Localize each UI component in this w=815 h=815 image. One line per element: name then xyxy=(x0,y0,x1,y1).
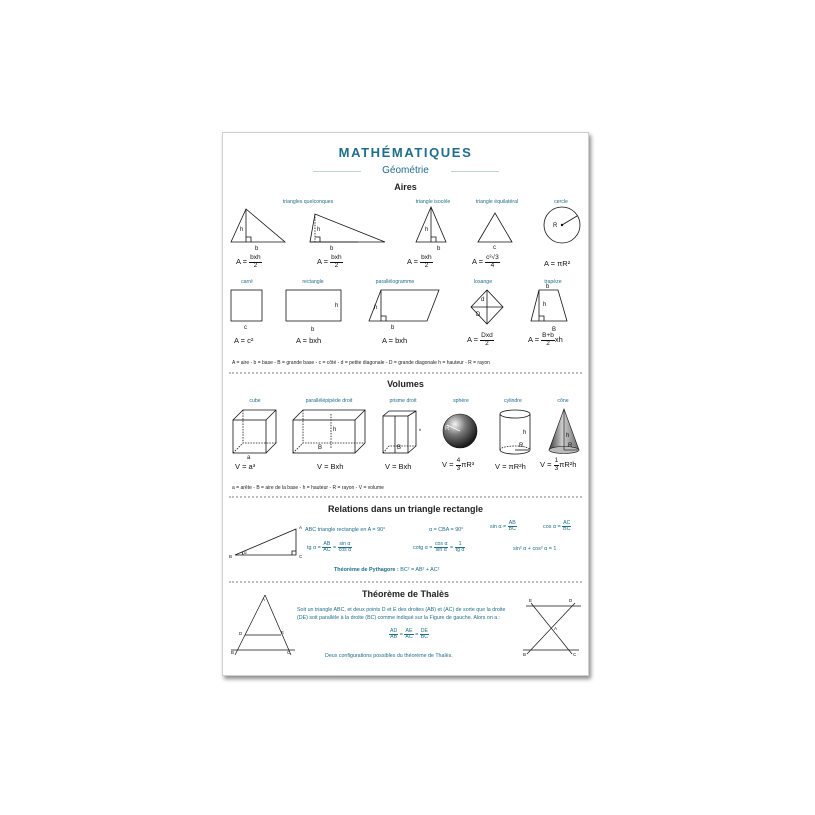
label-parallelepipede: parallélépipède droit xyxy=(305,398,353,404)
svg-text:A: A xyxy=(299,525,303,530)
svg-text:h: h xyxy=(335,303,339,309)
label-rectangle: rectangle xyxy=(302,279,324,285)
relations-cos: cos α = $\frac{AC}{BC}$ xyxy=(543,520,571,533)
label-cone: cône xyxy=(557,398,569,404)
pythagore-line: Théorème de Pythagore : BC² = AB² + AC² xyxy=(334,567,440,573)
formula-rectangle: A = bxh xyxy=(296,336,322,345)
formula-carre: A = c² xyxy=(234,336,254,345)
svg-text:b: b xyxy=(391,325,395,331)
math-poster xyxy=(222,132,589,676)
thales-text: Soit un triangle ABC, et deux points D et E des droites (AB) et (AC) de sorte que la droite (DE) soit parallèle à la droite (BC) comme indiqué sur la Figure de gauche. Alors on a : xyxy=(297,607,506,621)
svg-text:C: C xyxy=(573,652,577,657)
relations-identity: sin² α + cos² α = 1 xyxy=(513,546,557,552)
label-parallelogramme: parallélogramme xyxy=(375,279,415,285)
formula-triangle-equilateral: A = $\frac{\text{c²√3}}{4}$ xyxy=(472,254,499,269)
formula-cercle: A = πR² xyxy=(544,259,571,268)
svg-text:c: c xyxy=(244,325,247,331)
formula-triangle-1: A = $\frac{\text{bxh}}{2}$ xyxy=(236,254,261,269)
formula-losange: A = $\frac{\text{Dxd}}{2}$ xyxy=(467,332,493,347)
svg-text:B: B xyxy=(229,554,233,559)
formula-parallelogramme: A = bxh xyxy=(382,336,408,345)
svg-text:d: d xyxy=(481,297,485,303)
svg-text:B: B xyxy=(523,652,527,657)
svg-text:R: R xyxy=(519,443,524,449)
svg-text:B: B xyxy=(318,445,323,451)
formula-prisme: V = Bxh xyxy=(385,462,412,471)
label-triangles-quelconques: triangles quelconques xyxy=(282,199,334,205)
label-trapeze: trapèze xyxy=(544,279,562,285)
thales-ratios: $\frac{AD}{AB}$ = $\frac{AE}{AC}$ = $\frac{DE}{BC}$ xyxy=(390,628,428,641)
label-carre: carré xyxy=(241,279,253,285)
volumes-legend: a = arête - B = aire de la base - h = hauteur - R = rayon - V = volume xyxy=(232,485,384,491)
page-subtitle: Géométrie xyxy=(382,165,429,176)
relations-cotg: cotg α = $\frac{\text{cos α}}{\text{sin α}}$ = $\frac{1}{\text{tg α}}$ xyxy=(413,541,465,554)
formula-sphere: V = $\frac{4}{3}$ πR³ xyxy=(442,457,475,472)
formula-cylindre: V = πR²h xyxy=(495,462,526,471)
svg-text:R: R xyxy=(553,223,558,229)
svg-text:E: E xyxy=(281,630,285,635)
formula-triangle-isocele: A = $\frac{\text{bxh}}{2}$ xyxy=(407,254,432,269)
svg-text:α: α xyxy=(244,550,247,555)
svg-text:h: h xyxy=(419,427,422,432)
thales-caption: Deux configurations possibles du théorème de Thalès. xyxy=(325,653,453,659)
svg-text:h: h xyxy=(543,302,547,308)
svg-text:A: A xyxy=(554,626,558,631)
label-triangle-isocele: triangle isocèle xyxy=(415,199,451,205)
svg-text:A: A xyxy=(262,597,266,602)
svg-text:b: b xyxy=(437,246,441,252)
section-thales-heading: Théorème de Thalès xyxy=(361,589,450,599)
svg-text:a: a xyxy=(247,455,251,461)
svg-text:b: b xyxy=(311,327,315,333)
aires-legend: A = aire - b = base - B = grande base - c = côté - d = petite diagonale - D = grande diagonale h = hauteur - R = rayon xyxy=(232,360,490,366)
section-relations-heading: Relations dans un triangle rectangle xyxy=(327,504,484,514)
thales-figure-right xyxy=(223,133,590,677)
svg-text:E: E xyxy=(529,598,533,603)
svg-text:c: c xyxy=(493,245,496,251)
label-cylindre: cylindre xyxy=(504,398,522,404)
label-cercle: cercle xyxy=(554,199,568,205)
svg-text:b: b xyxy=(546,284,550,290)
svg-text:h: h xyxy=(374,305,378,311)
svg-text:h: h xyxy=(425,227,429,233)
section-aires-heading: Aires xyxy=(394,182,417,192)
svg-text:h: h xyxy=(523,430,527,436)
svg-text:B: B xyxy=(231,650,235,655)
formula-parallelepipede: V = Bxh xyxy=(317,462,344,471)
svg-text:b: b xyxy=(255,246,259,252)
svg-text:h: h xyxy=(566,433,570,439)
formula-trapeze: A = $\frac{B+b}{2}$ xh xyxy=(528,332,563,347)
svg-text:B: B xyxy=(552,327,557,333)
svg-text:D: D xyxy=(239,631,243,636)
relations-alpha-cba: α = CBA = 90° xyxy=(429,527,464,533)
svg-text:B: B xyxy=(397,445,402,451)
label-losange: losange xyxy=(473,279,493,285)
relations-tg: tg α = $\frac{AB}{AC}$ = $\frac{\text{sin α}}{\text{cos α}}$ xyxy=(307,541,352,554)
svg-text:R: R xyxy=(445,426,450,432)
page-title: MATHÉMATIQUES xyxy=(338,145,473,160)
svg-text:D: D xyxy=(569,598,573,603)
svg-text:h: h xyxy=(333,427,337,433)
relations-sin: sin α = $\frac{AB}{BC}$ xyxy=(490,520,516,533)
section-volumes-heading: Volumes xyxy=(387,379,424,389)
svg-text:b: b xyxy=(330,246,334,252)
formula-cube: V = a³ xyxy=(235,462,256,471)
svg-text:h: h xyxy=(317,227,321,233)
label-prisme: prisme droit xyxy=(389,398,417,404)
label-sphere: sphère xyxy=(453,398,469,404)
svg-text:C: C xyxy=(299,554,303,559)
formula-cone: V = $\frac{1}{3}$ πR²h xyxy=(540,457,577,472)
formula-triangle-2: A = $\frac{\text{bxh}}{2}$ xyxy=(317,254,342,269)
relations-line1: ABC triangle rectangle en A = 90° xyxy=(305,527,386,533)
label-h: h xyxy=(240,227,244,233)
svg-text:C: C xyxy=(287,650,291,655)
svg-text:D: D xyxy=(476,312,481,318)
label-cube: cube xyxy=(249,398,261,404)
svg-text:R: R xyxy=(568,443,573,449)
label-triangle-equilateral: triangle équilatéral xyxy=(475,199,519,205)
